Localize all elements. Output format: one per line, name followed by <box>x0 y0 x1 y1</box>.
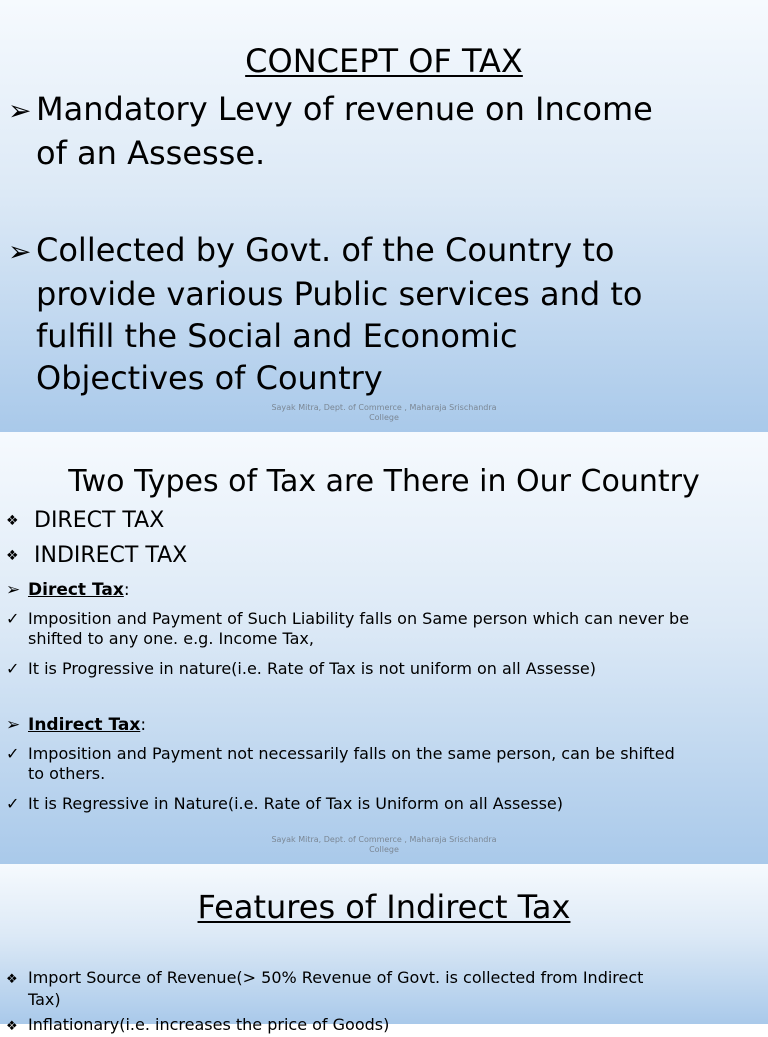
section-term: Indirect Tax <box>28 715 141 735</box>
type-item-direct <box>6 508 164 533</box>
footer-line: Sayak Mitra, Dept. of Commerce , Maharaja Srischandra <box>271 403 497 412</box>
bullet-mandatory-levy <box>8 88 653 174</box>
arrow-bullet-icon: ➢ <box>8 94 32 127</box>
feature-text-line: Tax) <box>28 990 61 1009</box>
diamond-bullet-icon: ❖ <box>6 1019 18 1034</box>
footer-line: Sayak Mitra, Dept. of Commerce , Maharaja Srischandra <box>271 835 497 844</box>
slide-title: CONCEPT OF TAX <box>245 42 523 80</box>
arrow-bullet-icon: ➢ <box>6 580 21 600</box>
bullet-text-line: Objectives of Country <box>36 359 383 397</box>
bullet-text-line: fulfill the Social and Economic <box>36 317 518 355</box>
slide-concept-of-tax <box>0 0 768 432</box>
diamond-bullet-icon: ❖ <box>6 548 19 564</box>
section-term: Direct Tax <box>28 580 124 600</box>
type-label: INDIRECT TAX <box>34 543 188 568</box>
arrow-bullet-icon: ➢ <box>8 235 32 268</box>
slide-features-indirect-tax <box>0 864 768 1034</box>
point-text-line: to others. <box>28 764 106 783</box>
direct-tax-point <box>6 609 689 649</box>
feature-text-line: Inflationary(i.e. increases the price of Goods) <box>28 1015 390 1034</box>
direct-tax-point <box>6 659 596 679</box>
diamond-bullet-icon: ❖ <box>6 513 19 529</box>
point-text-line: shifted to any one. e.g. Income Tax, <box>28 629 314 648</box>
arrow-bullet-icon: ➢ <box>6 715 21 735</box>
bullet-text-line: Collected by Govt. of the Country to <box>36 231 615 269</box>
bullet-text-line: provide various Public services and to <box>36 275 643 313</box>
point-text-line: It is Progressive in nature(i.e. Rate of Tax is not uniform on all Assesse) <box>28 659 597 678</box>
checkmark-icon: ✓ <box>6 794 20 813</box>
section-heading-indirect-tax <box>6 715 146 735</box>
section-term-suffix: : <box>123 580 130 600</box>
type-item-indirect <box>6 543 187 568</box>
checkmark-icon: ✓ <box>6 744 20 763</box>
point-text-line: Imposition and Payment not necessarily falls on the same person, can be shifted <box>28 744 675 763</box>
diamond-bullet-icon: ❖ <box>6 972 18 987</box>
section-term-suffix: : <box>140 715 147 735</box>
section-heading-direct-tax <box>6 580 130 600</box>
checkmark-icon: ✓ <box>6 609 20 628</box>
footer-line: College <box>369 413 399 422</box>
footer-line: College <box>369 845 399 854</box>
type-label: DIRECT TAX <box>34 508 165 533</box>
feature-item <box>6 1015 389 1037</box>
slide-title: Two Types of Tax are There in Our Country <box>68 464 700 499</box>
checkmark-icon: ✓ <box>6 659 20 678</box>
point-text-line: It is Regressive in Nature(i.e. Rate of Tax is Uniform on all Assesse) <box>28 794 563 813</box>
indirect-tax-point <box>6 794 563 814</box>
indirect-tax-point <box>6 744 675 784</box>
slide-footer <box>0 835 768 855</box>
point-text-line: Imposition and Payment of Such Liability falls on Same person which can never be <box>28 609 690 628</box>
bullet-text-line: of an Assesse. <box>36 134 266 172</box>
bullet-collected-by-govt <box>8 229 642 399</box>
slide-footer <box>0 403 768 423</box>
feature-text-line: Import Source of Revenue(> 50% Revenue of Govt. is collected from Indirect <box>28 968 644 987</box>
slide-title: Features of Indirect Tax <box>197 888 571 926</box>
feature-item <box>6 968 643 1010</box>
slide-types-of-tax <box>0 432 768 864</box>
bullet-text-line: Mandatory Levy of revenue on Income <box>36 90 653 128</box>
